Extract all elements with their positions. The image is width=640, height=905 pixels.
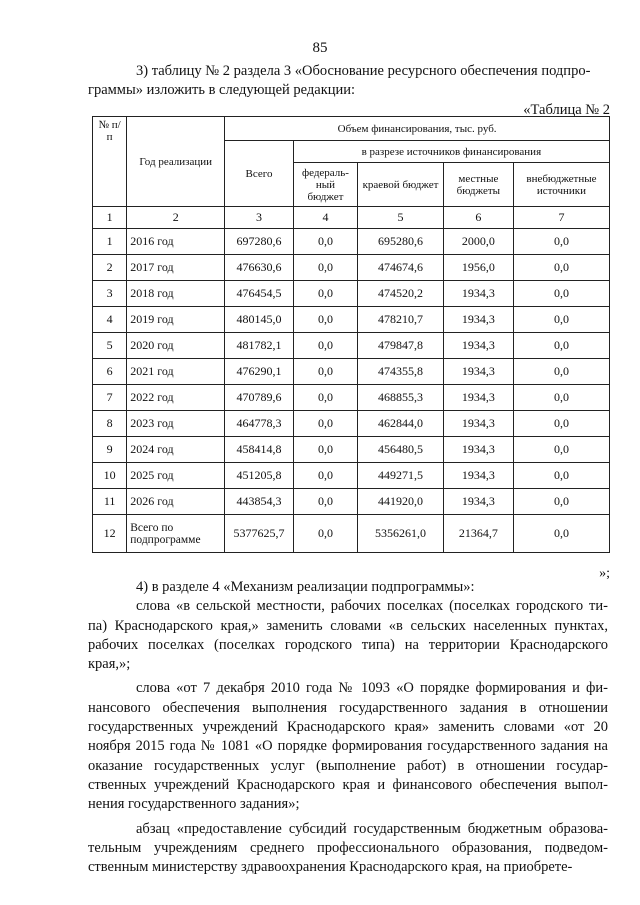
column-number-row bbox=[93, 207, 610, 229]
row-number: 3 bbox=[93, 281, 127, 307]
col-number: 6 bbox=[443, 207, 513, 229]
row-local: 1934,3 bbox=[443, 437, 513, 463]
row-number: 4 bbox=[93, 307, 127, 333]
row-local: 1934,3 bbox=[443, 333, 513, 359]
row-regional: 441920,0 bbox=[358, 489, 444, 515]
row-extra: 0,0 bbox=[513, 255, 609, 281]
row-regional: 695280,6 bbox=[358, 229, 444, 255]
row-local: 2000,0 bbox=[443, 229, 513, 255]
table-row bbox=[93, 281, 610, 307]
row-federal: 0,0 bbox=[293, 307, 357, 333]
row-number: 7 bbox=[93, 385, 127, 411]
row-extra: 0,0 bbox=[513, 515, 609, 553]
row-regional: 474520,2 bbox=[358, 281, 444, 307]
row-year: 2026 год bbox=[127, 489, 225, 515]
row-year: 2024 год bbox=[127, 437, 225, 463]
row-number: 2 bbox=[93, 255, 127, 281]
row-number: 9 bbox=[93, 437, 127, 463]
row-local: 1934,3 bbox=[443, 489, 513, 515]
header-extra: внебюджетные источники bbox=[513, 163, 609, 207]
row-extra: 0,0 bbox=[513, 281, 609, 307]
row-regional: 478210,7 bbox=[358, 307, 444, 333]
row-total: 458414,8 bbox=[225, 437, 293, 463]
table-row bbox=[93, 255, 610, 281]
row-total: 464778,3 bbox=[225, 411, 293, 437]
row-extra: 0,0 bbox=[513, 385, 609, 411]
col-number: 3 bbox=[225, 207, 293, 229]
row-federal: 0,0 bbox=[293, 333, 357, 359]
row-local: 1934,3 bbox=[443, 411, 513, 437]
row-extra: 0,0 bbox=[513, 411, 609, 437]
row-total: 476630,6 bbox=[225, 255, 293, 281]
row-local: 1956,0 bbox=[443, 255, 513, 281]
intro-line-1: 3) таблицу № 2 раздела 3 «Обоснование ресурсного обеспечения подпро- bbox=[136, 63, 591, 79]
row-number: 11 bbox=[93, 489, 127, 515]
row-year: 2020 год bbox=[127, 333, 225, 359]
table-row bbox=[93, 463, 610, 489]
col-number: 7 bbox=[513, 207, 609, 229]
row-local: 1934,3 bbox=[443, 385, 513, 411]
row-total: 476454,5 bbox=[225, 281, 293, 307]
row-number: 12 bbox=[93, 515, 127, 553]
table-row bbox=[93, 411, 610, 437]
row-total: 470789,6 bbox=[225, 385, 293, 411]
row-total: 443854,3 bbox=[225, 489, 293, 515]
table-row bbox=[93, 359, 610, 385]
row-federal: 0,0 bbox=[293, 437, 357, 463]
row-extra: 0,0 bbox=[513, 307, 609, 333]
row-year: 2025 год bbox=[127, 463, 225, 489]
intro-line-2: граммы» изложить в следующей редакции: bbox=[88, 82, 356, 98]
row-year: 2017 год bbox=[127, 255, 225, 281]
header-sources: в разрезе источников финансирования bbox=[293, 141, 609, 163]
row-local: 1934,3 bbox=[443, 359, 513, 385]
row-year: 2016 год bbox=[127, 229, 225, 255]
header-federal: федераль-ный бюджет bbox=[293, 163, 357, 207]
row-year: 2022 год bbox=[127, 385, 225, 411]
header-total: Всего bbox=[225, 141, 293, 207]
row-federal: 0,0 bbox=[293, 385, 357, 411]
header-year: Год реализации bbox=[127, 117, 225, 207]
row-extra: 0,0 bbox=[513, 359, 609, 385]
table-row bbox=[93, 515, 610, 553]
row-total: 476290,1 bbox=[225, 359, 293, 385]
row-local: 1934,3 bbox=[443, 281, 513, 307]
row-year: 2023 год bbox=[127, 411, 225, 437]
row-number: 1 bbox=[93, 229, 127, 255]
row-total: 5377625,7 bbox=[225, 515, 293, 553]
table-row bbox=[93, 333, 610, 359]
table-row bbox=[93, 437, 610, 463]
row-regional: 474355,8 bbox=[358, 359, 444, 385]
paragraph: слова «в сельской местности, рабочих поселках (поселках городского ти-па) Краснодарского края,» заменить словами «в сельских населенных пунктах, рабочих поселках (поселках городского типа) на территории Краснодарского края,»; bbox=[88, 598, 608, 673]
row-local: 1934,3 bbox=[443, 463, 513, 489]
page-number: 85 bbox=[312, 40, 328, 56]
row-federal: 0,0 bbox=[293, 489, 357, 515]
row-extra: 0,0 bbox=[513, 229, 609, 255]
row-regional: 456480,5 bbox=[358, 437, 444, 463]
row-number: 8 bbox=[93, 411, 127, 437]
row-local: 1934,3 bbox=[443, 307, 513, 333]
row-regional: 5356261,0 bbox=[358, 515, 444, 553]
row-year: 2019 год bbox=[127, 307, 225, 333]
row-extra: 0,0 bbox=[513, 489, 609, 515]
row-federal: 0,0 bbox=[293, 463, 357, 489]
header-local: местные бюджеты bbox=[443, 163, 513, 207]
row-year: 2018 год bbox=[127, 281, 225, 307]
row-year: 2021 год bbox=[127, 359, 225, 385]
row-regional: 474674,6 bbox=[358, 255, 444, 281]
intro-text bbox=[88, 62, 608, 100]
row-federal: 0,0 bbox=[293, 411, 357, 437]
row-extra: 0,0 bbox=[513, 437, 609, 463]
table-label: «Таблица № 2 bbox=[523, 102, 610, 118]
table-row bbox=[93, 489, 610, 515]
col-number: 4 bbox=[293, 207, 357, 229]
paragraph: слова «от 7 декабря 2010 года № 1093 «О порядке формирования и фи-нансового обеспечения выполнения государственного задания в отношении государственных учреждений Краснодарского края» заменить словами «от 20 ноября 2015 года № 1081 «О порядке формирования государственного задания на оказание государственных услуг (выполнение работ) в отношении государ-ственных учреждений Краснодарского края и финансового обеспечения выпол-нения государственного задания»; bbox=[88, 680, 608, 813]
col-number: 1 bbox=[93, 207, 127, 229]
row-extra: 0,0 bbox=[513, 333, 609, 359]
row-regional: 479847,8 bbox=[358, 333, 444, 359]
paragraph: абзац «предоставление субсидий государственным бюджетным образова-тельным учреждениям среднего профессионального образования, подведом-ственным министерству здравоохранения Краснодарского края, на приобрете- bbox=[88, 820, 608, 876]
row-total: 451205,8 bbox=[225, 463, 293, 489]
row-regional: 449271,5 bbox=[358, 463, 444, 489]
header-regional: краевой бюджет bbox=[358, 163, 444, 207]
row-regional: 462844,0 bbox=[358, 411, 444, 437]
row-regional: 468855,3 bbox=[358, 385, 444, 411]
row-number: 5 bbox=[93, 333, 127, 359]
row-local: 21364,7 bbox=[443, 515, 513, 553]
row-extra: 0,0 bbox=[513, 463, 609, 489]
header-num: № п/п bbox=[93, 117, 127, 207]
col-number: 2 bbox=[127, 207, 225, 229]
closing-mark: »; bbox=[599, 566, 610, 581]
paragraph: 4) в разделе 4 «Механизм реализации подпрограммы»: bbox=[136, 579, 475, 595]
table-row bbox=[93, 229, 610, 255]
row-federal: 0,0 bbox=[293, 255, 357, 281]
table-row bbox=[93, 385, 610, 411]
row-federal: 0,0 bbox=[293, 229, 357, 255]
row-federal: 0,0 bbox=[293, 359, 357, 385]
row-total: 481782,1 bbox=[225, 333, 293, 359]
row-number: 10 bbox=[93, 463, 127, 489]
row-total: 697280,6 bbox=[225, 229, 293, 255]
row-federal: 0,0 bbox=[293, 281, 357, 307]
row-number: 6 bbox=[93, 359, 127, 385]
row-total: 480145,0 bbox=[225, 307, 293, 333]
header-funding: Объем финансирования, тыс. руб. bbox=[225, 117, 610, 141]
row-federal: 0,0 bbox=[293, 515, 357, 553]
funding-table bbox=[92, 116, 610, 553]
body-text bbox=[88, 578, 608, 877]
table-row bbox=[93, 307, 610, 333]
row-year: Всего по подпрограмме bbox=[127, 515, 225, 553]
col-number: 5 bbox=[358, 207, 444, 229]
